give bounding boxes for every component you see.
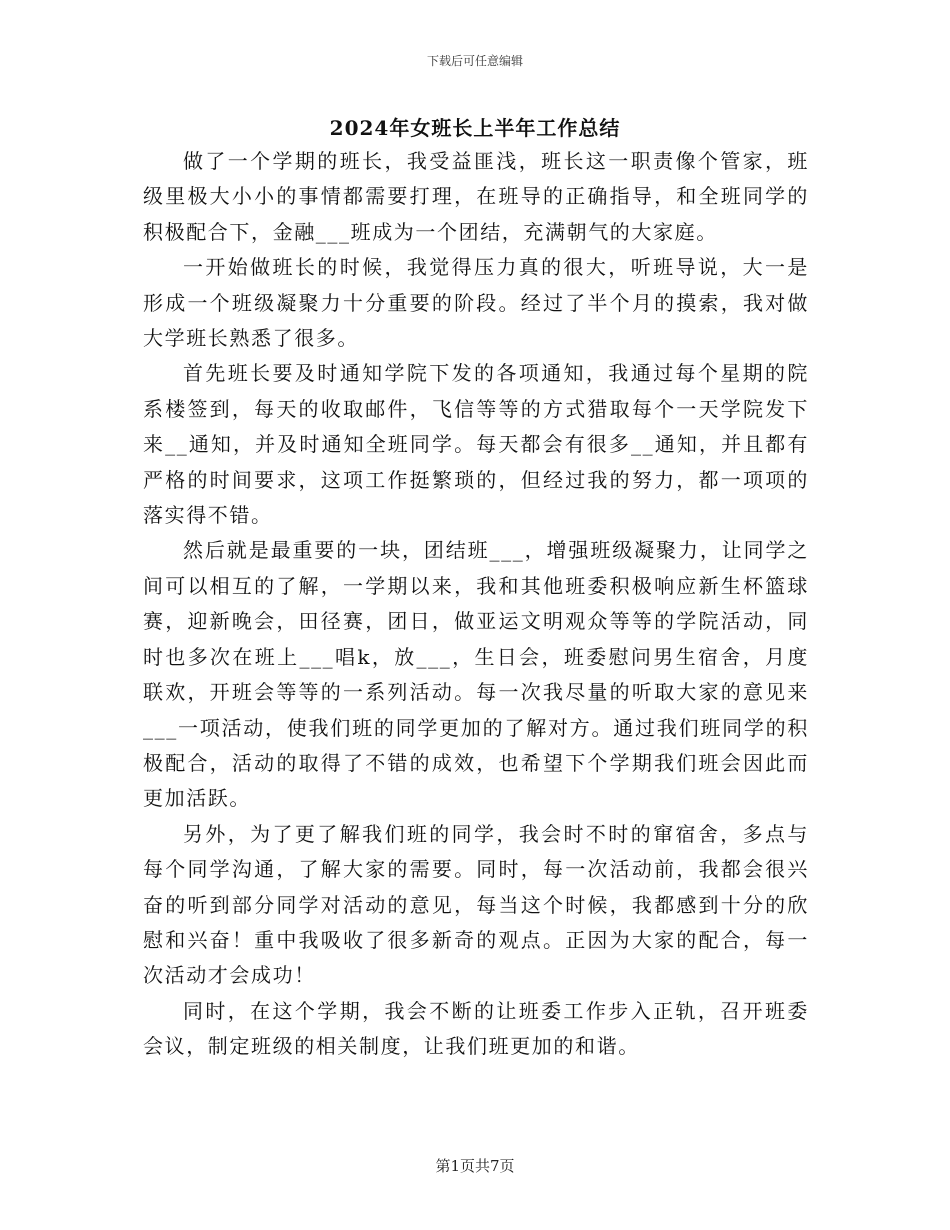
document-title: 2024年女班长上半年工作总结 [329,116,621,140]
paragraph-6: 同时，在这个学期，我会不断的让班委工作步入正轨，召开班委会议，制定班级的相关制度，让我们班更加的和谐。 [143,998,809,1059]
paragraph-4: 然后就是最重要的一块，团结班___，增强班级凝聚力，让同学之间可以相互的了解，一学期以来，我和其他班委积极响应新生杯篮球赛，迎新晚会，田径赛，团日，做亚运文明观众等等的学院活动，同时也多次在班上___唱k，放___，生日会，班委慰问男生宿舍，月度联欢，开班会等等的一系列活动。每一次我尽量的听取大家的意见来___一项活动，使我们班的同学更加的了解对方。通过我们班同学的积极配合，活动的取得了不错的成效，也希望下个学期我们班会因此而更加活跃。 [143,538,809,811]
paragraph-1: 做了一个学期的班长，我受益匪浅，班长这一职责像个管家，班级里极大小小的事情都需要打理，在班导的正确指导，和全班同学的积极配合下，金融___班成为一个团结，充满朝气的大家庭。 [143,149,809,244]
page-header-note: 下载后可任意编辑 [426,54,523,68]
paragraph-5: 另外，为了更了解我们班的同学，我会时不时的窜宿舍，多点与每个同学沟通，了解大家的需要。同时，每一次活动前，我都会很兴奋的听到部分同学对活动的意见，每当这个时候，我都感到十分的欣慰和兴奋！重中我吸收了很多新奇的观点。正因为大家的配合，每一次活动才会成功！ [143,821,809,988]
page-number: 第1页共7页 [435,1157,515,1175]
document-body [143,144,809,1065]
paragraph-2: 一开始做班长的时候，我觉得压力真的很大，听班导说，大一是形成一个班级凝聚力十分重要的阶段。经过了半个月的摸索，我对做大学班长熟悉了很多。 [143,255,809,351]
paragraph-3: 首先班长要及时通知学院下发的各项通知，我通过每个星期的院系楼签到，每天的收取邮件，飞信等等的方式猎取每个一天学院发下来__通知，并及时通知全班同学。每天都会有很多__通知，并且都有严格的时间要求，这项工作挺繁琐的，但经过我的努力，都一项项的落实得不错。 [143,361,809,528]
